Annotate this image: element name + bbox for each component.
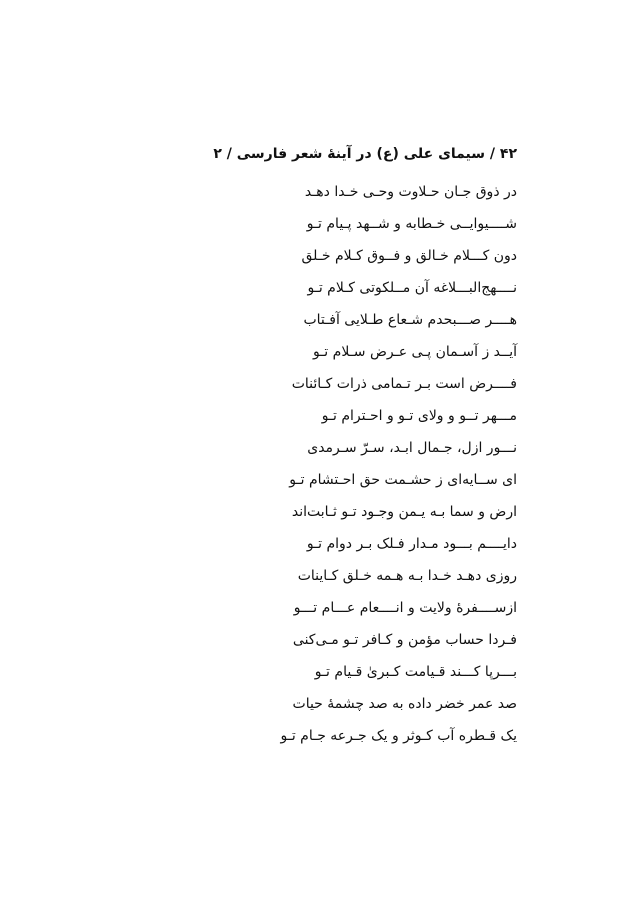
verse-line: شــــیوایــی خـطابه و شــهد پـیام تـو	[306, 216, 517, 232]
verse-line: ارض و سما بـه یـمن وجـود تـو ثـابت‌اند	[291, 504, 517, 520]
verse-line: بـــرپا کـــند قـیامت کـبریٰ قـیام تـو	[314, 664, 517, 680]
verse-line: نــــهج‌البـــلاغه آن مــلکوتی کـلام تـو	[307, 280, 517, 296]
verse-line: صد عمر خضر داده به صد چشمهٔ حیات	[292, 696, 517, 712]
verse-line: مـــهر تــو و ولای تـو و احـترام تـو	[321, 408, 517, 424]
verse-line: فــــرض است بـر تـمامی ذرات کـائنات	[291, 376, 517, 392]
verse-line: روزی دهـد خـدا بـه هـمه خـلق کـاینات	[297, 568, 517, 584]
verse-line: دون کـــلام خـالق و فــوق کـلام خـلق	[301, 248, 517, 264]
verse-line: آیــد ز آسـمان پـی عـرض سـلام تـو	[312, 344, 517, 360]
verse-line: فـردا حساب مؤمن و کـافر تـو مـی‌کنی	[292, 632, 517, 648]
verse-line: ای ســایه‌ای ز حشـمت حق احـتشام تـو	[289, 472, 517, 488]
verse-line: یک قـطره آب کـوثر و یک جـرعه جـام تـو	[280, 728, 517, 744]
poem-verses	[117, 181, 517, 757]
verse-line: هــــر صـــبحدم شـعاع طـلایی آفـتاب	[303, 312, 517, 328]
page-header: ۴۲ / سیمای علی (ع) در آینهٔ شعر فارسی / ۲	[213, 146, 517, 162]
verse-line: در ذوق جـان حـلاوت وحـی خـدا دهـد	[304, 184, 517, 200]
verse-line: نـــور ازل، جـمال ابـد، سـرّ سـرمدی	[307, 440, 517, 456]
verse-line: ازســــفرهٔ ولایت و انــــعام عـــام تـــو	[293, 600, 517, 616]
verse-line: دایــــم بـــود مـدار فـلک بـر دوام تـو	[306, 536, 517, 552]
